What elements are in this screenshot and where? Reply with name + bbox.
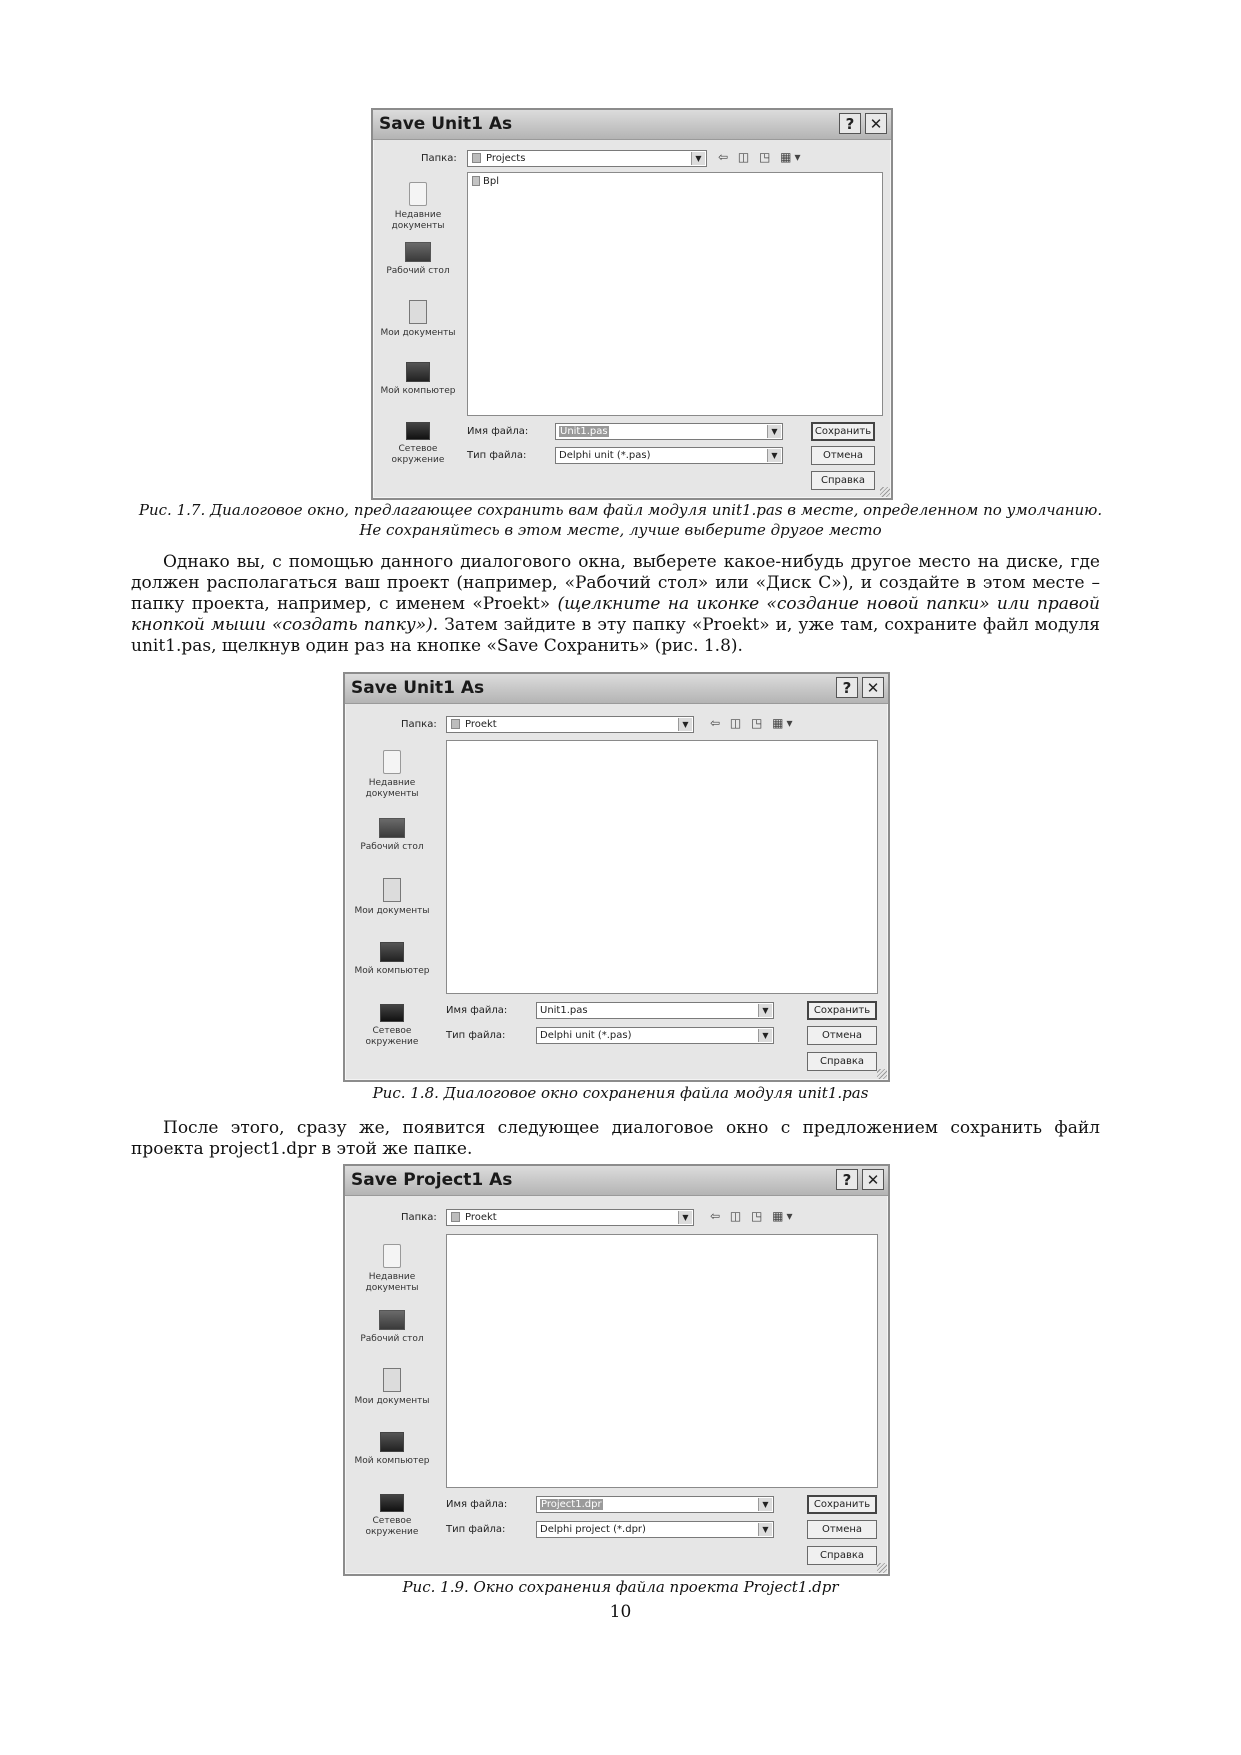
- filetype-label: Тип файла:: [446, 1524, 506, 1535]
- my-computer-icon: [406, 362, 430, 382]
- chevron-down-icon[interactable]: ▼: [678, 718, 692, 731]
- save-button[interactable]: Сохранить: [811, 422, 875, 441]
- help-button[interactable]: Справка: [807, 1546, 877, 1565]
- lookin-combo[interactable]: [467, 150, 707, 167]
- paragraph-2: После этого, сразу же, появится следующее диалоговое окно с предложением сохранить файл проекта project1.dpr в этой же папке.: [131, 1118, 1100, 1159]
- folder-icon: [451, 719, 460, 729]
- place-desktop[interactable]: Рабочий стол: [351, 818, 433, 853]
- folder-icon: [451, 1212, 460, 1222]
- folder-icon: [472, 176, 480, 186]
- place-network[interactable]: Сетевое окружение: [351, 1494, 433, 1538]
- list-item[interactable]: Bpl: [472, 176, 499, 187]
- caption-fig17-line1: Рис. 1.7. Диалоговое окно, предлагающее сохранить вам файл модуля unit1.pas в месте, определенном по умолчанию.: [138, 501, 1103, 519]
- save-button[interactable]: Сохранить: [807, 1495, 877, 1514]
- network-icon: [406, 422, 430, 440]
- place-recent[interactable]: Недавние документы: [377, 182, 459, 232]
- toolbar-icons[interactable]: ⇦ ◫ ◳ ▦▾: [710, 1209, 796, 1223]
- close-title-button[interactable]: ✕: [862, 677, 884, 698]
- save-dialog-fig19: [343, 1164, 890, 1576]
- desktop-icon: [405, 242, 431, 262]
- desktop-icon: [379, 818, 405, 838]
- save-dialog-fig18: [343, 672, 890, 1082]
- file-list[interactable]: [446, 1234, 878, 1488]
- help-button[interactable]: Справка: [807, 1052, 877, 1071]
- caption-fig19: Рис. 1.9. Окно сохранения файла проекта Project1.dpr: [402, 1578, 839, 1596]
- caption-fig17-line2: Не сохраняйтесь в этом месте, лучше выберите другое место: [359, 521, 882, 539]
- page-number: 10: [609, 1602, 632, 1622]
- place-desktop[interactable]: Рабочий стол: [377, 242, 459, 277]
- chevron-down-icon[interactable]: ▼: [691, 152, 705, 165]
- filename-input[interactable]: Unit1.pas ▼: [555, 423, 783, 440]
- dialog-title: Save Project1 As: [351, 1170, 513, 1190]
- help-button[interactable]: Справка: [811, 471, 875, 490]
- chevron-down-icon[interactable]: ▼: [767, 425, 781, 438]
- title-bar: [345, 674, 888, 704]
- toolbar-icons[interactable]: ⇦ ◫ ◳ ▦▾: [718, 150, 804, 164]
- folder-icon: [472, 153, 481, 163]
- filetype-select[interactable]: Delphi unit (*.pas) ▼: [536, 1027, 774, 1044]
- chevron-down-icon[interactable]: ▼: [758, 1004, 772, 1017]
- close-title-button[interactable]: ✕: [862, 1169, 884, 1190]
- filename-label: Имя файла:: [446, 1499, 508, 1510]
- chevron-down-icon[interactable]: ▼: [758, 1498, 772, 1511]
- lookin-combo[interactable]: [446, 1209, 694, 1226]
- cancel-button[interactable]: Отмена: [807, 1520, 877, 1539]
- resize-grip[interactable]: [877, 1563, 887, 1573]
- my-computer-icon: [380, 942, 404, 962]
- lookin-combo[interactable]: [446, 716, 694, 733]
- filetype-select[interactable]: Delphi project (*.dpr) ▼: [536, 1521, 774, 1538]
- title-bar: [345, 1166, 888, 1196]
- help-title-button[interactable]: ?: [836, 677, 858, 698]
- my-computer-icon: [380, 1432, 404, 1452]
- place-network[interactable]: Сетевое окружение: [351, 1004, 433, 1048]
- lookin-value: Projects: [486, 153, 526, 164]
- chevron-down-icon[interactable]: ▼: [758, 1523, 772, 1536]
- recent-documents-icon: [383, 1244, 401, 1268]
- chevron-down-icon[interactable]: ▼: [758, 1029, 772, 1042]
- filename-label: Имя файла:: [467, 426, 529, 437]
- my-documents-icon: [383, 878, 401, 902]
- chevron-down-icon[interactable]: ▼: [678, 1211, 692, 1224]
- filetype-select[interactable]: Delphi unit (*.pas) ▼: [555, 447, 783, 464]
- help-title-button[interactable]: ?: [836, 1169, 858, 1190]
- lookin-value: Proekt: [465, 719, 497, 730]
- filename-input[interactable]: Unit1.pas ▼: [536, 1002, 774, 1019]
- resize-grip[interactable]: [880, 487, 890, 497]
- my-documents-icon: [409, 300, 427, 324]
- help-title-button[interactable]: ?: [839, 113, 861, 134]
- place-recent[interactable]: Недавние документы: [351, 1244, 433, 1294]
- lookin-label: Папка:: [401, 1212, 437, 1223]
- places-bar: [377, 172, 459, 482]
- lookin-value: Proekt: [465, 1212, 497, 1223]
- place-desktop[interactable]: Рабочий стол: [351, 1310, 433, 1345]
- lookin-label: Папка:: [421, 153, 457, 164]
- places-bar: [351, 1234, 433, 1564]
- cancel-button[interactable]: Отмена: [811, 446, 875, 465]
- close-title-button[interactable]: ✕: [865, 113, 887, 134]
- save-button[interactable]: Сохранить: [807, 1001, 877, 1020]
- network-icon: [380, 1004, 404, 1022]
- chevron-down-icon[interactable]: ▼: [767, 449, 781, 462]
- toolbar-icons[interactable]: ⇦ ◫ ◳ ▦▾: [710, 716, 796, 730]
- places-bar: [351, 740, 433, 1070]
- cancel-button[interactable]: Отмена: [807, 1026, 877, 1045]
- filename-label: Имя файла:: [446, 1005, 508, 1016]
- caption-fig18: Рис. 1.8. Диалоговое окно сохранения файла модуля unit1.pas: [372, 1084, 869, 1102]
- recent-documents-icon: [383, 750, 401, 774]
- my-documents-icon: [383, 1368, 401, 1392]
- file-list[interactable]: [467, 172, 883, 416]
- place-network[interactable]: Сетевое окружение: [377, 422, 459, 466]
- file-list[interactable]: [446, 740, 878, 994]
- save-dialog-fig17: [371, 108, 893, 500]
- place-my-computer[interactable]: Мой компьютер: [351, 1432, 433, 1467]
- lookin-label: Папка:: [401, 719, 437, 730]
- filetype-label: Тип файла:: [446, 1030, 506, 1041]
- paragraph-1: Однако вы, с помощью данного диалогового окна, выберете какое-нибудь другое место на диске, где должен располагаться ваш проект (например, «Рабочий стол» или «Диск С»), и создайте в этом месте – папку проекта, например, с именем «Proekt» (щелкните на иконке «создание новой папки» или правой кнопкой мыши «создать папку»). Затем зайдите в эту папку «Proekt» и, уже там, сохраните файл модуля unit1.pas, щелкнув один раз на кнопке «Save Сохранить» (рис. 1.8).: [131, 552, 1100, 656]
- place-my-documents[interactable]: Мои документы: [351, 878, 433, 917]
- recent-documents-icon: [409, 182, 427, 206]
- network-icon: [380, 1494, 404, 1512]
- desktop-icon: [379, 1310, 405, 1330]
- dialog-title: Save Unit1 As: [351, 678, 485, 698]
- dialog-title: Save Unit1 As: [379, 114, 513, 134]
- title-bar: [373, 110, 891, 140]
- filetype-label: Тип файла:: [467, 450, 527, 461]
- place-recent[interactable]: Недавние документы: [351, 750, 433, 800]
- filename-input[interactable]: Project1.dpr ▼: [536, 1496, 774, 1513]
- resize-grip[interactable]: [877, 1069, 887, 1079]
- place-my-documents[interactable]: Мои документы: [351, 1368, 433, 1407]
- place-my-computer[interactable]: Мой компьютер: [351, 942, 433, 977]
- place-my-computer[interactable]: Мой компьютер: [377, 362, 459, 397]
- place-my-documents[interactable]: Мои документы: [377, 300, 459, 339]
